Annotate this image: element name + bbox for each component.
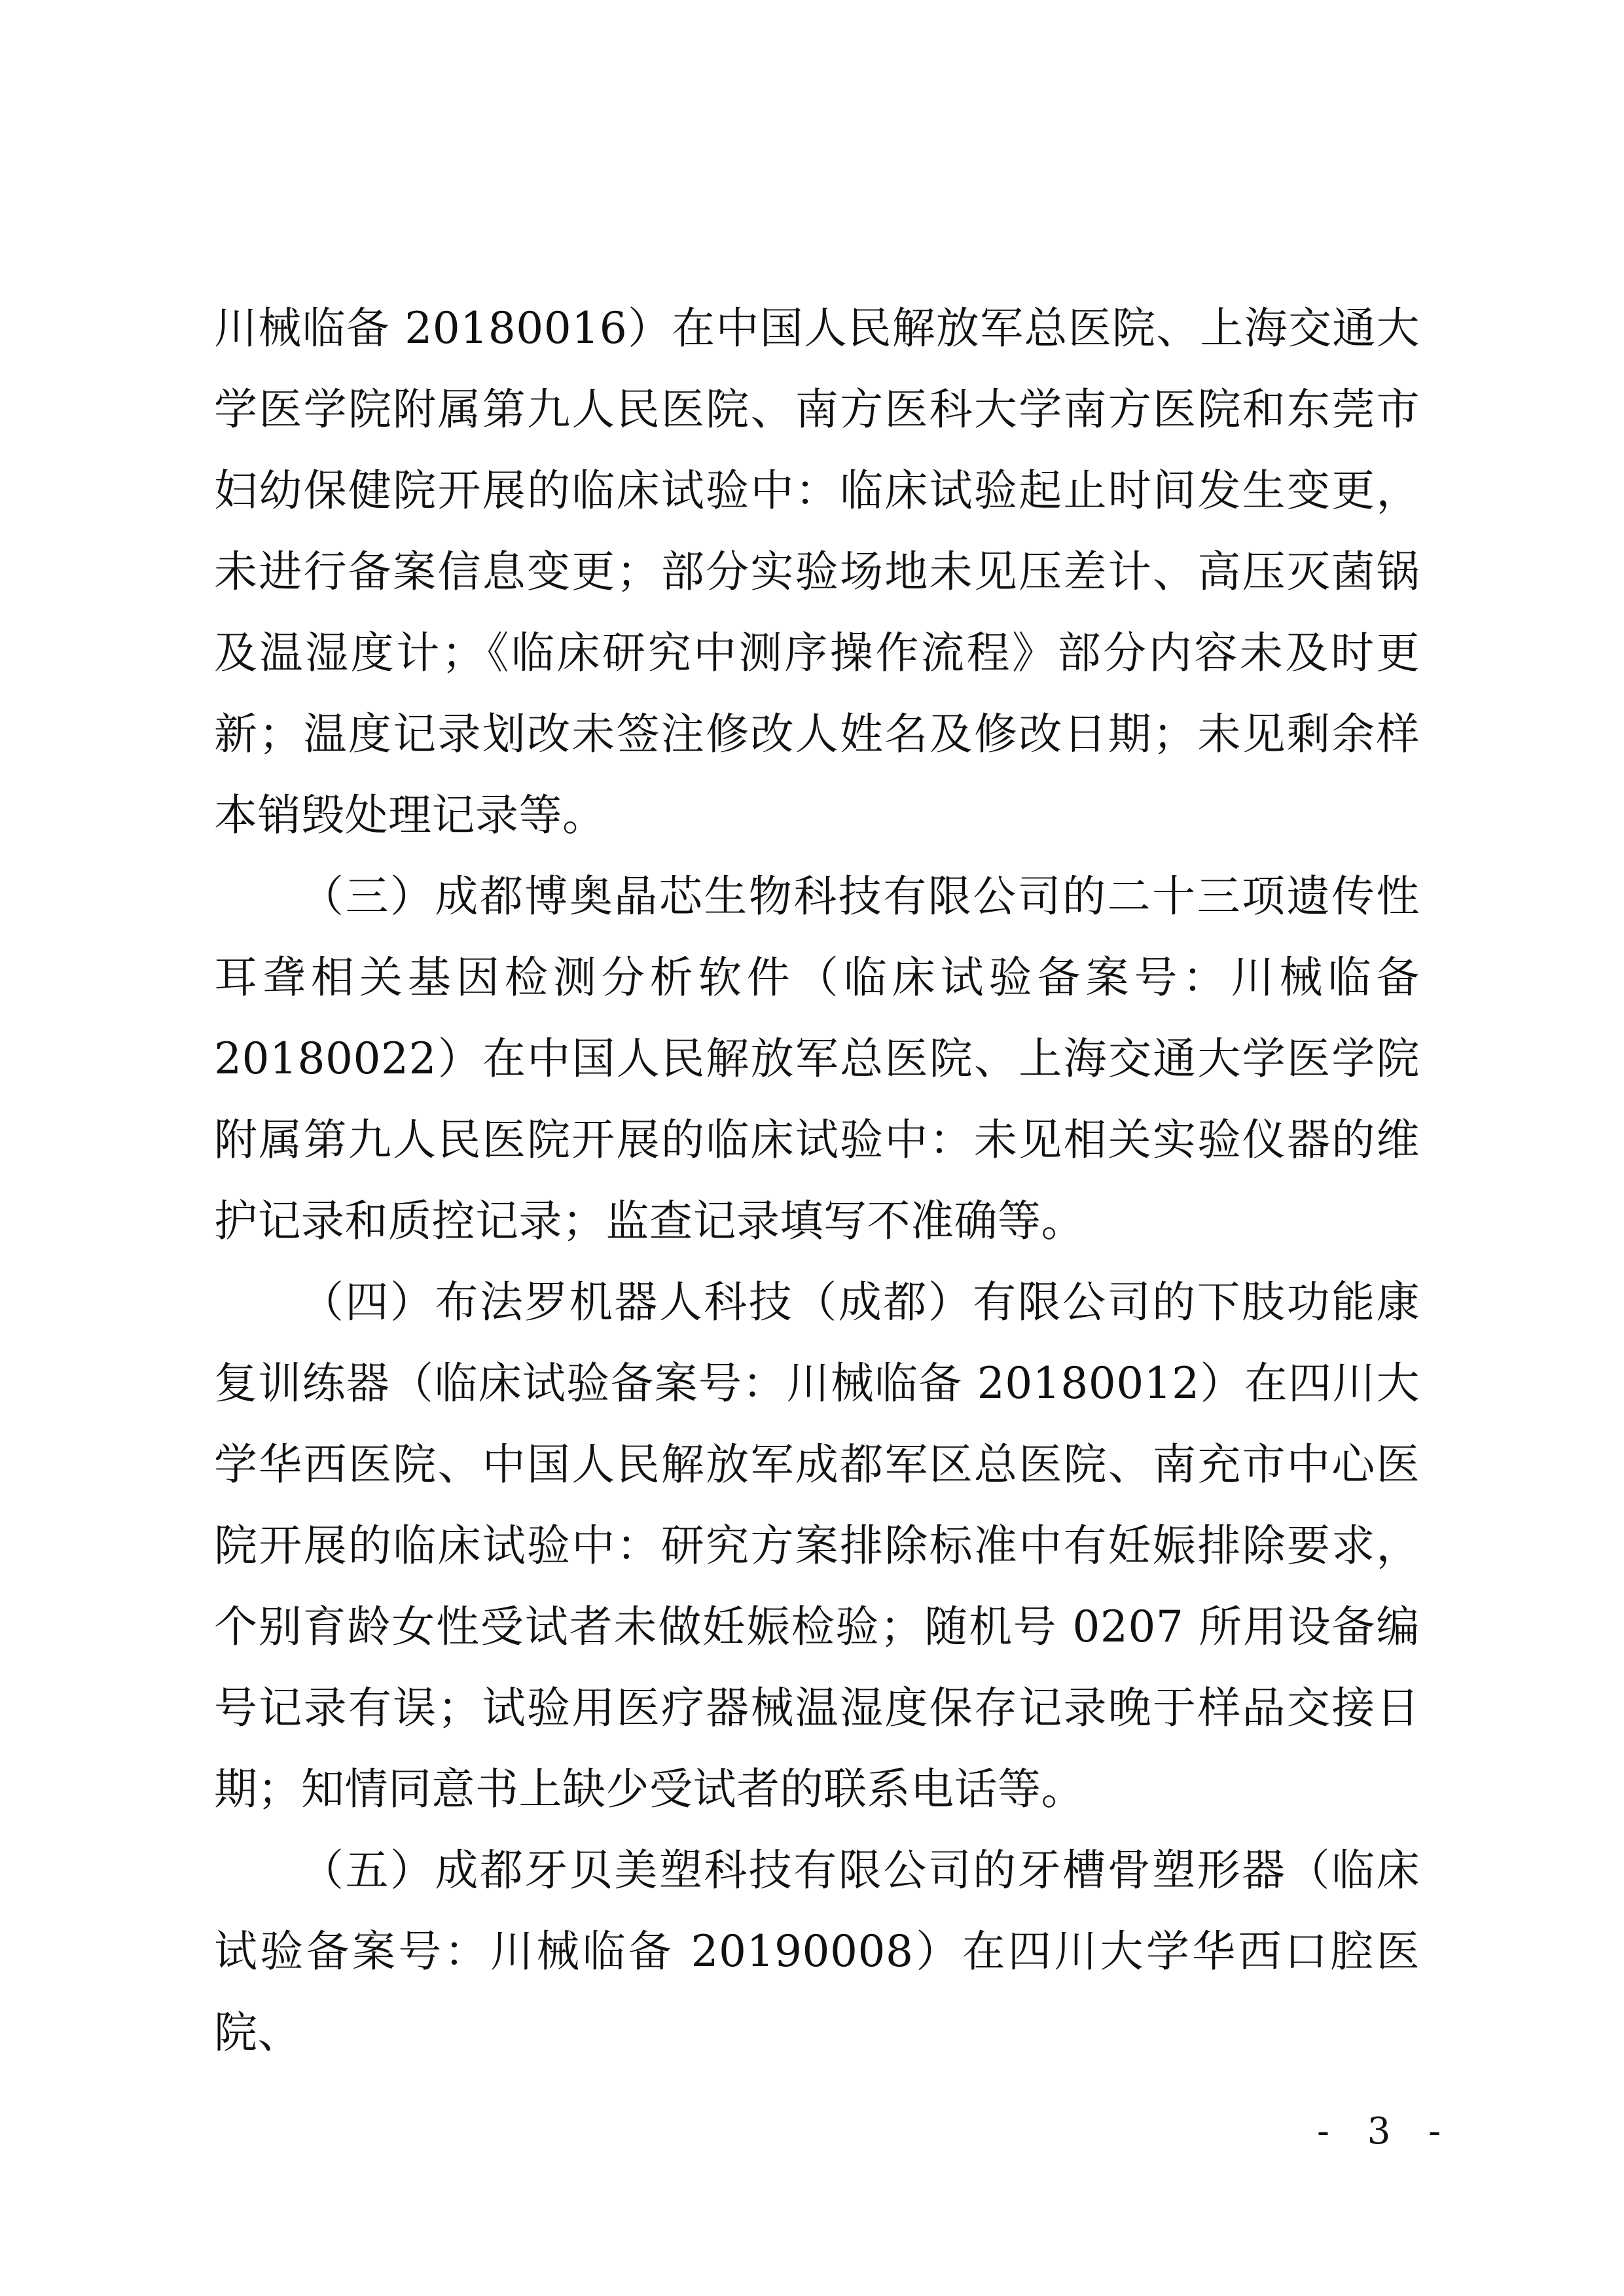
paragraph-item-3: （三）成都博奥晶芯生物科技有限公司的二十三项遗传性耳聋相关基因检测分析软件（临床试验备案号：川械临备 20180022）在中国人民解放军总医院、上海交通大学医学院附属第九人民医院开展的临床试验中：未见相关实验仪器的维护记录和质控记录；监查记录填写不准确等。 <box>214 871 1420 1246</box>
paragraph-item-5: （五）成都牙贝美塑科技有限公司的牙槽骨塑形器（临床试验备案号：川械临备 20190008）在四川大学华西口腔医院、 <box>214 1845 1420 2058</box>
document-body <box>214 288 1420 2073</box>
paragraph-continuation: 川械临备 20180016）在中国人民解放军总医院、上海交通大学医学院附属第九人民医院、南方医科大学南方医院和东莞市妇幼保健院开展的临床试验中：临床试验起止时间发生变更，未进行备案信息变更；部分实验场地未见压差计、高压灭菌锅及温湿度计；《临床研究中测序操作流程》部分内容未及时更新；温度记录划改未签注修改人姓名及修改日期；未见剩余样本销毁处理记录等。 <box>214 303 1420 840</box>
page-number: - 3 - <box>1317 2110 1454 2153</box>
paragraph-item-4: （四）布法罗机器人科技（成都）有限公司的下肢功能康复训练器（临床试验备案号：川械临备 20180012）在四川大学华西医院、中国人民解放军成都军区总医院、南充市中心医院开展的临床试验中：研究方案排除标准中有妊娠排除要求，个别育龄女性受试者未做妊娠检验；随机号 0207 所用设备编号记录有误；试验用医疗器械温湿度保存记录晚于样品交接日期；知情同意书上缺少受试者的联系电话等。 <box>214 1277 1420 1814</box>
